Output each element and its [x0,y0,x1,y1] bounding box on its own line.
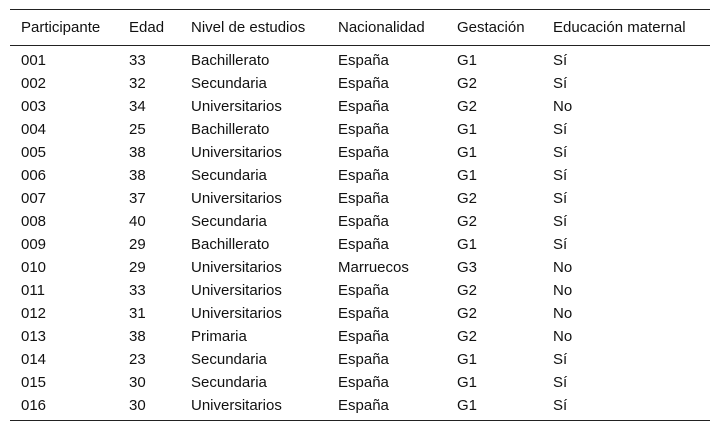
cell-edad: 25 [129,121,146,138]
cell-nivel-de-estudios: Secundaria [191,351,267,368]
cell-edad: 32 [129,75,146,92]
cell-gestacion: G2 [457,328,478,345]
cell-nacionalidad: España [338,328,389,345]
cell-gestacion: G2 [457,305,478,322]
cell-gestacion: G2 [457,190,478,207]
cell-nacionalidad: España [338,374,389,391]
cell-educacion-maternal: No [553,282,573,299]
cell-educacion-maternal: Sí [553,75,568,92]
cell-educacion-maternal: No [553,259,573,276]
cell-educacion-maternal: Sí [553,144,568,161]
cell-nacionalidad: España [338,98,389,115]
cell-participante: 010 [21,259,47,276]
table-row [10,118,710,141]
cell-participante: 013 [21,328,47,345]
cell-educacion-maternal: No [553,98,573,115]
cell-participante: 011 [21,282,45,299]
header-gestacion: Gestación [457,19,525,36]
cell-nacionalidad: España [338,397,389,414]
cell-educacion-maternal: Sí [553,213,568,230]
cell-nivel-de-estudios: Secundaria [191,75,267,92]
cell-nivel-de-estudios: Secundaria [191,213,267,230]
cell-educacion-maternal: No [553,328,573,345]
cell-nacionalidad: España [338,121,389,138]
cell-educacion-maternal: Sí [553,190,568,207]
cell-participante: 016 [21,397,47,414]
table-row [10,302,710,325]
table-body [10,46,710,421]
cell-edad: 38 [129,167,146,184]
cell-nivel-de-estudios: Bachillerato [191,236,270,253]
cell-nivel-de-estudios: Universitarios [191,190,282,207]
cell-gestacion: G1 [457,144,478,161]
cell-nacionalidad: España [338,305,389,322]
cell-nivel-de-estudios: Universitarios [191,98,282,115]
cell-nivel-de-estudios: Universitarios [191,259,282,276]
cell-gestacion: G3 [457,259,478,276]
cell-edad: 29 [129,236,146,253]
cell-edad: 38 [129,144,146,161]
cell-nacionalidad: España [338,213,389,230]
cell-educacion-maternal: Sí [553,121,568,138]
cell-educacion-maternal: Sí [553,397,568,414]
cell-gestacion: G2 [457,213,478,230]
cell-edad: 37 [129,190,146,207]
cell-educacion-maternal: No [553,305,573,322]
table-row [10,348,710,371]
cell-gestacion: G2 [457,75,478,92]
cell-participante: 005 [21,144,47,161]
cell-nacionalidad: España [338,167,389,184]
cell-gestacion: G2 [457,282,478,299]
cell-nivel-de-estudios: Bachillerato [191,52,270,69]
cell-nacionalidad: Marruecos [338,259,409,276]
cell-edad: 40 [129,213,146,230]
header-edad: Edad [129,19,165,36]
table-row [10,187,710,210]
cell-gestacion: G1 [457,397,478,414]
cell-edad: 33 [129,52,146,69]
cell-gestacion: G1 [457,236,478,253]
cell-gestacion: G1 [457,374,478,391]
header-nacionalidad: Nacionalidad [338,19,425,36]
cell-educacion-maternal: Sí [553,52,568,69]
participants-table [10,9,710,421]
table-row [10,46,710,73]
cell-participante: 006 [21,167,47,184]
cell-nacionalidad: España [338,190,389,207]
cell-edad: 33 [129,282,146,299]
cell-participante: 009 [21,236,47,253]
table-row [10,141,710,164]
table-row [10,394,710,421]
participants-table-container [10,9,710,421]
cell-participante: 003 [21,98,47,115]
cell-edad: 31 [129,305,146,322]
cell-nivel-de-estudios: Primaria [191,328,247,345]
cell-edad: 30 [129,397,146,414]
cell-gestacion: G2 [457,98,478,115]
cell-nivel-de-estudios: Universitarios [191,397,282,414]
cell-edad: 23 [129,351,146,368]
table-row [10,72,710,95]
table-row [10,371,710,394]
cell-participante: 012 [21,305,47,322]
cell-nivel-de-estudios: Universitarios [191,144,282,161]
cell-educacion-maternal: Sí [553,351,568,368]
cell-participante: 014 [21,351,47,368]
cell-gestacion: G1 [457,52,478,69]
cell-participante: 015 [21,374,47,391]
cell-nacionalidad: España [338,282,389,299]
table-row [10,325,710,348]
header-educacion-maternal: Educación maternal [553,19,686,36]
table-header [10,10,710,46]
table-row [10,233,710,256]
cell-gestacion: G1 [457,121,478,138]
table-row [10,279,710,302]
cell-nacionalidad: España [338,144,389,161]
header-row [10,10,710,46]
cell-nivel-de-estudios: Secundaria [191,374,267,391]
cell-nivel-de-estudios: Secundaria [191,167,267,184]
cell-nivel-de-estudios: Bachillerato [191,121,270,138]
cell-participante: 008 [21,213,47,230]
cell-educacion-maternal: Sí [553,167,568,184]
cell-participante: 001 [21,52,47,69]
cell-gestacion: G1 [457,351,478,368]
cell-participante: 007 [21,190,47,207]
cell-nivel-de-estudios: Universitarios [191,305,282,322]
cell-educacion-maternal: Sí [553,374,568,391]
cell-nacionalidad: España [338,52,389,69]
header-nivel-de-estudios: Nivel de estudios [191,19,306,36]
cell-participante: 002 [21,75,47,92]
cell-edad: 29 [129,259,146,276]
cell-nacionalidad: España [338,236,389,253]
cell-gestacion: G1 [457,167,478,184]
cell-nivel-de-estudios: Universitarios [191,282,282,299]
cell-participante: 004 [21,121,47,138]
table-row [10,95,710,118]
header-participante: Participante [21,19,101,36]
cell-edad: 34 [129,98,146,115]
table-row [10,256,710,279]
cell-nacionalidad: España [338,75,389,92]
cell-edad: 30 [129,374,146,391]
cell-educacion-maternal: Sí [553,236,568,253]
cell-nacionalidad: España [338,351,389,368]
table-row [10,164,710,187]
cell-edad: 38 [129,328,146,345]
table-row [10,210,710,233]
